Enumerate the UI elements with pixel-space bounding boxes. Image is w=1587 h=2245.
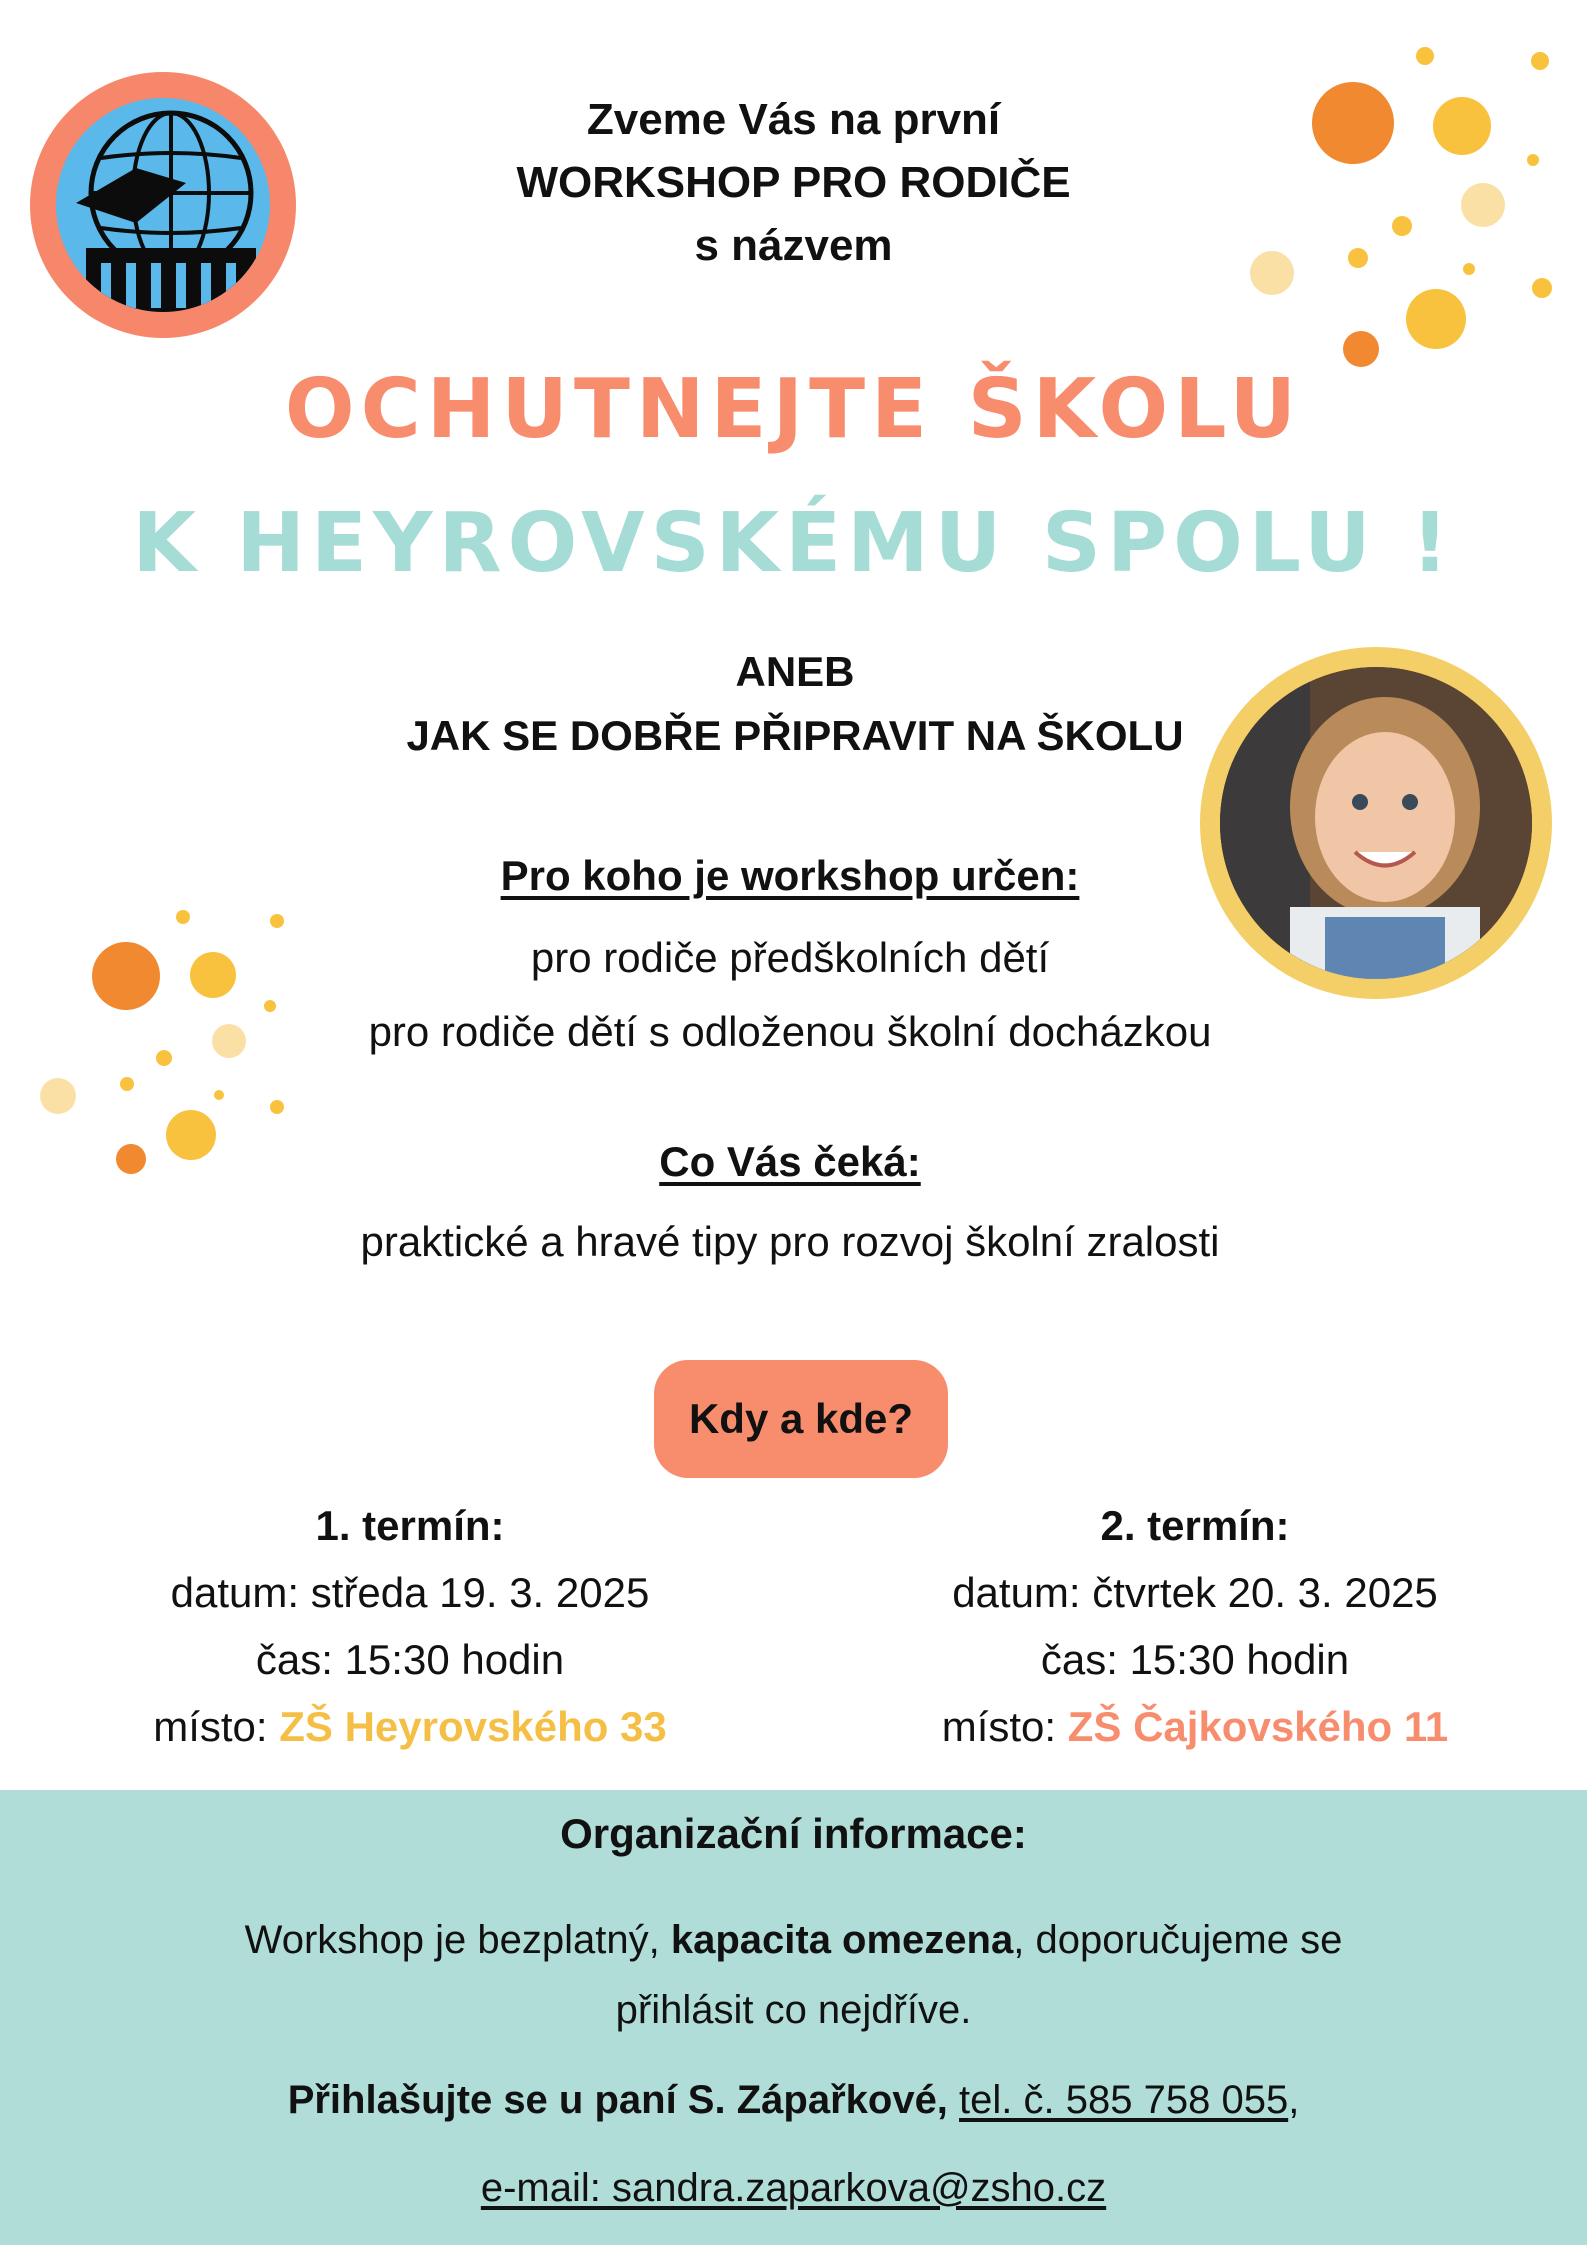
footer-line-1-post: , doporučujeme se [1013,1918,1343,1962]
footer-line-1-pre: Workshop je bezplatný, [244,1918,660,1962]
footer-line-2: přihlásit co nejdříve. [615,1988,972,2032]
footer-contact [0,2078,1587,2123]
footer-line-1 [0,1918,1587,1963]
footer-contact-name: Přihlašujte se u paní S. Zápařkové, [287,2078,948,2122]
email-link[interactable]: e-mail: sandra.zaparkova@zsho.cz [480,2166,1107,2210]
term-2-date: datum: čtvrtek 20. 3. 2025 [952,1569,1438,1616]
term-2-place [815,1693,1575,1760]
audience-line-1: pro rodiče předškolních dětí [530,934,1050,981]
term-1-time: čas: 15:30 hodin [255,1636,565,1683]
subtitle-aneb: ANEB [735,648,855,695]
main-title-line-2: K HEYROVSKÉMU SPOLU ! [132,496,1455,591]
term-2-heading: 2. termín: [1100,1502,1290,1549]
footer-info [0,1790,1587,2245]
term-1-date: datum: středa 19. 3. 2025 [170,1569,650,1616]
audience-line-2: pro rodiče dětí s odloženou školní docházkou [368,1008,1212,1055]
expect-line-1: praktické a hravé tipy pro rozvoj školní zralosti [360,1218,1220,1265]
main-title-line-1: OCHUTNEJTE ŠKOLU [284,362,1303,457]
when-where-button[interactable]: Kdy a kde? [654,1360,948,1478]
footer-comma: , [1288,2078,1300,2122]
invite-line-3: s názvem [694,221,893,270]
footer-heading: Organizační informace: [560,1810,1027,1857]
term-1-place [30,1693,790,1760]
term-2-place-label: místo: [941,1703,1057,1750]
term-1-heading: 1. termín: [315,1502,505,1549]
footer-line-1-bold: kapacita omezena [670,1918,1014,1962]
invite-line-2: WORKSHOP PRO RODIČE [516,158,1071,207]
term-1-place-value: ZŠ Heyrovského 33 [279,1703,667,1750]
audience-heading: Pro koho je workshop určen: [500,852,1080,899]
footer-email-row [0,2166,1587,2211]
expect-heading: Co Vás čeká: [659,1138,921,1185]
subtitle-prepare: JAK SE DOBŘE PŘIPRAVIT NA ŠKOLU [406,712,1184,759]
term-2 [815,1492,1575,1760]
invite-line-1: Zveme Vás na první [586,95,1001,144]
term-1-place-label: místo: [153,1703,268,1750]
phone-link[interactable]: tel. č. 585 758 055 [959,2078,1289,2122]
term-2-time: čas: 15:30 hodin [1040,1636,1350,1683]
term-2-place-value: ZŠ Čajkovského 11 [1067,1703,1449,1750]
term-1 [30,1492,790,1760]
